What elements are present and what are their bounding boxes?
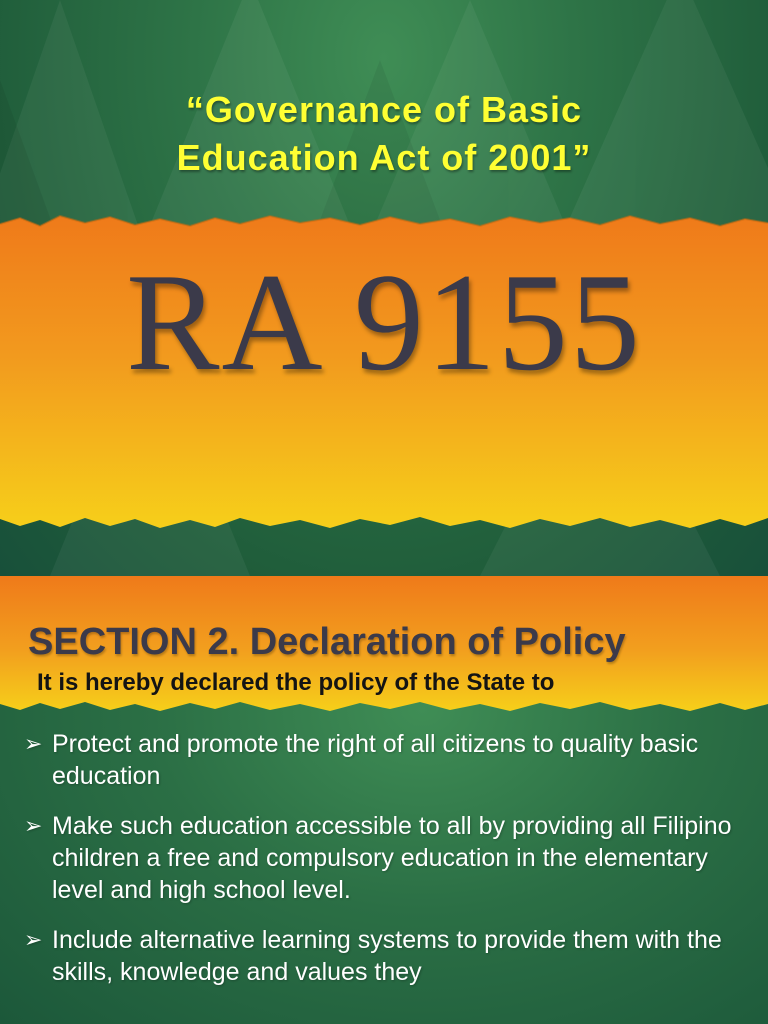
slide-title	[0, 86, 768, 182]
bullet-text: Include alternative learning systems to provide them with the skills, knowledge and values they	[52, 926, 722, 986]
title-line-1: “Governance of Basic	[185, 89, 583, 130]
section-heading: SECTION 2. Declaration of Policy	[28, 621, 626, 663]
title-line-2: Education Act of 2001”	[176, 137, 592, 178]
policy-slide	[0, 576, 768, 1024]
arrow-bullet-icon: ➢	[24, 731, 43, 756]
policy-bullet-list	[24, 728, 754, 1006]
ra-9155-headline: RA 9155	[126, 245, 642, 400]
bullet-text: Protect and promote the right of all citizens to quality basic education	[52, 730, 699, 790]
arrow-bullet-icon: ➢	[24, 813, 43, 838]
list-item	[24, 810, 754, 906]
list-item	[24, 728, 754, 792]
bullet-text: Make such education accessible to all by providing all Filipino children a free and compulsory education in the elementary level and high school level.	[52, 812, 732, 904]
arrow-bullet-icon: ➢	[24, 927, 43, 952]
section-subheading: It is hereby declared the policy of the State to	[37, 669, 555, 696]
list-item	[24, 924, 754, 988]
